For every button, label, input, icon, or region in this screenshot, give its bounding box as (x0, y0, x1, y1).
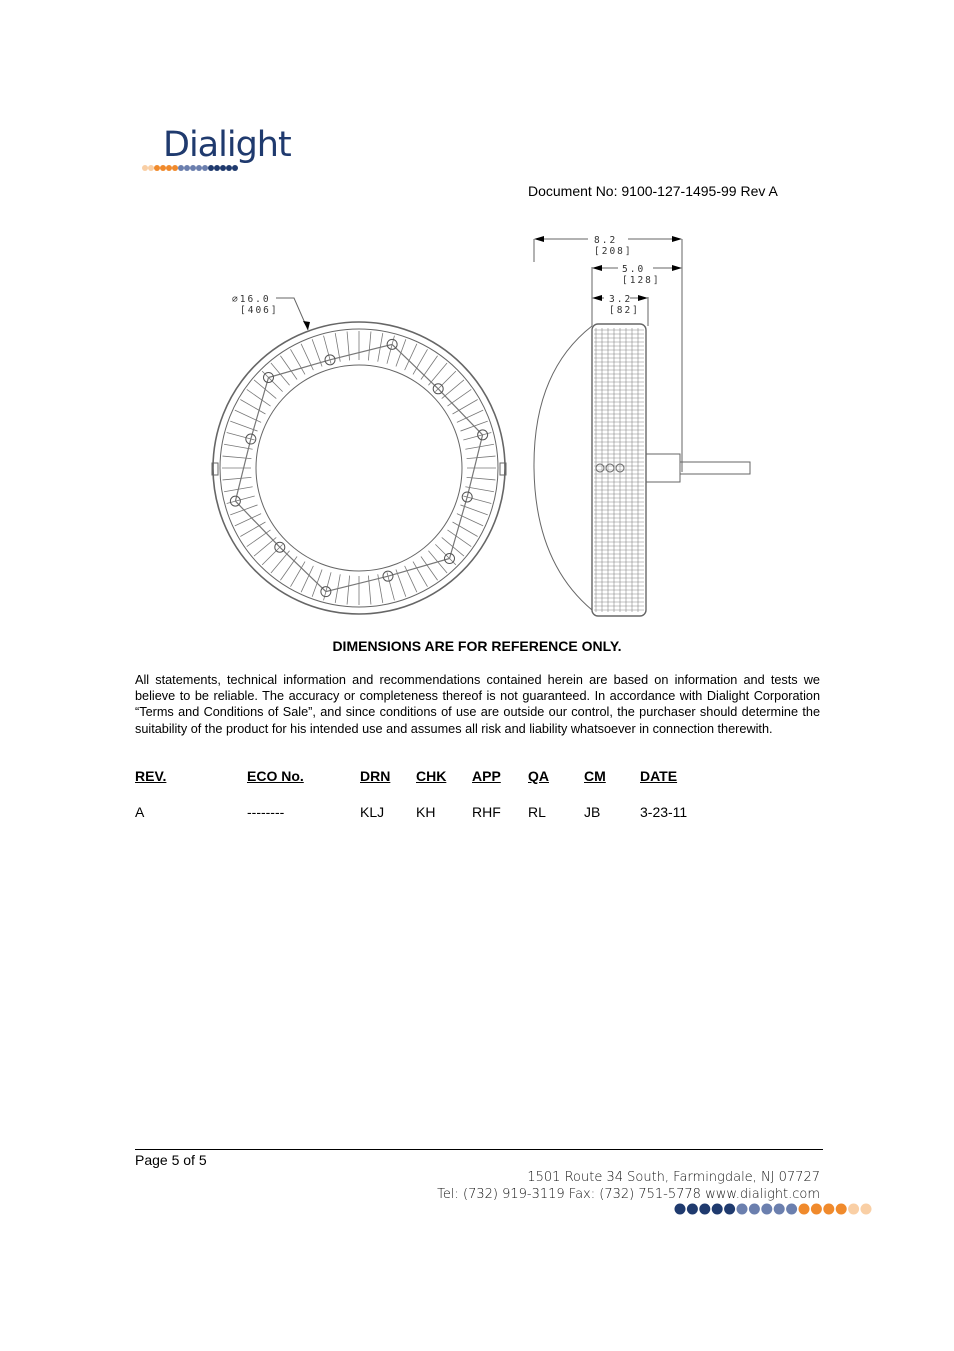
dim-depth-mm-label: [82] (609, 305, 640, 316)
col-cm: CM (584, 768, 606, 784)
logo-dot (232, 165, 238, 171)
logo-dot (184, 165, 190, 171)
logo-dot (214, 165, 220, 171)
logo-dot (154, 165, 160, 171)
col-qa: QA (528, 768, 549, 784)
brand-dot (786, 1204, 797, 1215)
diameter-mm-label: [406] (240, 305, 279, 316)
heatsink-fin (421, 356, 438, 380)
cell-qa: RL (528, 804, 546, 820)
brand-dot (737, 1204, 748, 1215)
brand-dot (724, 1204, 735, 1215)
contact-line: Tel: (732) 919-3119 Fax: (732) 751-5778 www.dialight.com (437, 1186, 820, 1202)
page-number: Page 5 of 5 (135, 1152, 207, 1168)
document-number: Document No: 9100-127-1495-99 Rev A (528, 183, 778, 199)
logo-dot (196, 165, 202, 171)
cell-drn: KLJ (360, 804, 385, 820)
brand-dot (699, 1204, 710, 1215)
brand-dot (774, 1204, 785, 1215)
brand-dot (799, 1204, 810, 1215)
heatsink-fin (280, 356, 297, 380)
logo-dot (172, 165, 178, 171)
dim-width-mm-label: [208] (594, 246, 633, 257)
heatsink-fin (368, 332, 371, 361)
dialight-logo: Dialight (163, 125, 291, 165)
heatsink-fin (447, 389, 471, 406)
logo-dot (190, 165, 196, 171)
dim-depth-label: 3.2 (609, 294, 633, 305)
brand-dots-icon (674, 1202, 878, 1216)
heatsink-fin (421, 556, 438, 580)
cell-date: 3-23-11 (640, 804, 688, 820)
cell-app: RHF (472, 804, 501, 820)
logo-dot (148, 165, 154, 171)
dim-body-mm-label: [128] (622, 275, 661, 286)
diameter-label: ∅16.0 (232, 294, 271, 305)
heatsink-fin (347, 576, 350, 605)
brand-dot (836, 1204, 847, 1215)
logo-dot (208, 165, 214, 171)
brand-dot (761, 1204, 772, 1215)
logo-dot (142, 165, 148, 171)
dim-width-label: 8.2 (594, 235, 618, 246)
dimensions-note: DIMENSIONS ARE FOR REFERENCE ONLY. (332, 638, 622, 654)
heatsink-fin (280, 556, 297, 580)
heatsink-fin (247, 389, 271, 406)
logo-dots-icon (141, 164, 241, 172)
col-drn: DRN (360, 768, 391, 784)
side-view (534, 239, 750, 616)
cell-eco: -------- (247, 804, 285, 820)
brand-dot (749, 1204, 760, 1215)
heatsink-fin (247, 530, 271, 547)
logo-dot (160, 165, 166, 171)
heatsink-fin (447, 530, 471, 547)
brand-dot (848, 1204, 859, 1215)
logo-dot (202, 165, 208, 171)
cell-cm: JB (584, 804, 601, 820)
logo-dot (178, 165, 184, 171)
brand-dot (712, 1204, 723, 1215)
disclaimer-paragraph: All statements, technical information and recommendations contained herein are based on information and tests we believe to be reliable. The accuracy or completeness thereof is not guaranteed. In accordance with Dialight Corporation “Terms and Conditions of Sale”, and since conditions of use are outside our control, the purchaser should determine the suitability of the product for his intended use and assumes all risk and liability whatsoever in connection therewith. (135, 673, 820, 736)
logo-dot (226, 165, 232, 171)
heatsink-fin (223, 477, 252, 480)
dim-body-label: 5.0 (622, 264, 646, 275)
brand-dot (675, 1204, 686, 1215)
heatsink-fin (467, 456, 496, 459)
col-app: APP (472, 768, 501, 784)
col-eco: ECO No. (247, 768, 304, 784)
brand-dot (861, 1204, 872, 1215)
cell-chk: KH (416, 804, 436, 820)
brand-dot (687, 1204, 698, 1215)
logo-dot (220, 165, 226, 171)
front-view (212, 298, 506, 614)
brand-dot (811, 1204, 822, 1215)
brand-dot (823, 1204, 834, 1215)
address-line: 1501 Route 34 South, Farmingdale, NJ 07727 (527, 1170, 820, 1185)
col-rev: REV. (135, 768, 167, 784)
logo-dot (166, 165, 172, 171)
footer-divider (135, 1149, 823, 1150)
col-chk: CHK (416, 768, 447, 784)
col-date: DATE (640, 768, 678, 784)
cell-rev: A (135, 804, 145, 820)
product-dimension-drawing (198, 232, 754, 622)
footer-address (437, 1170, 820, 1203)
